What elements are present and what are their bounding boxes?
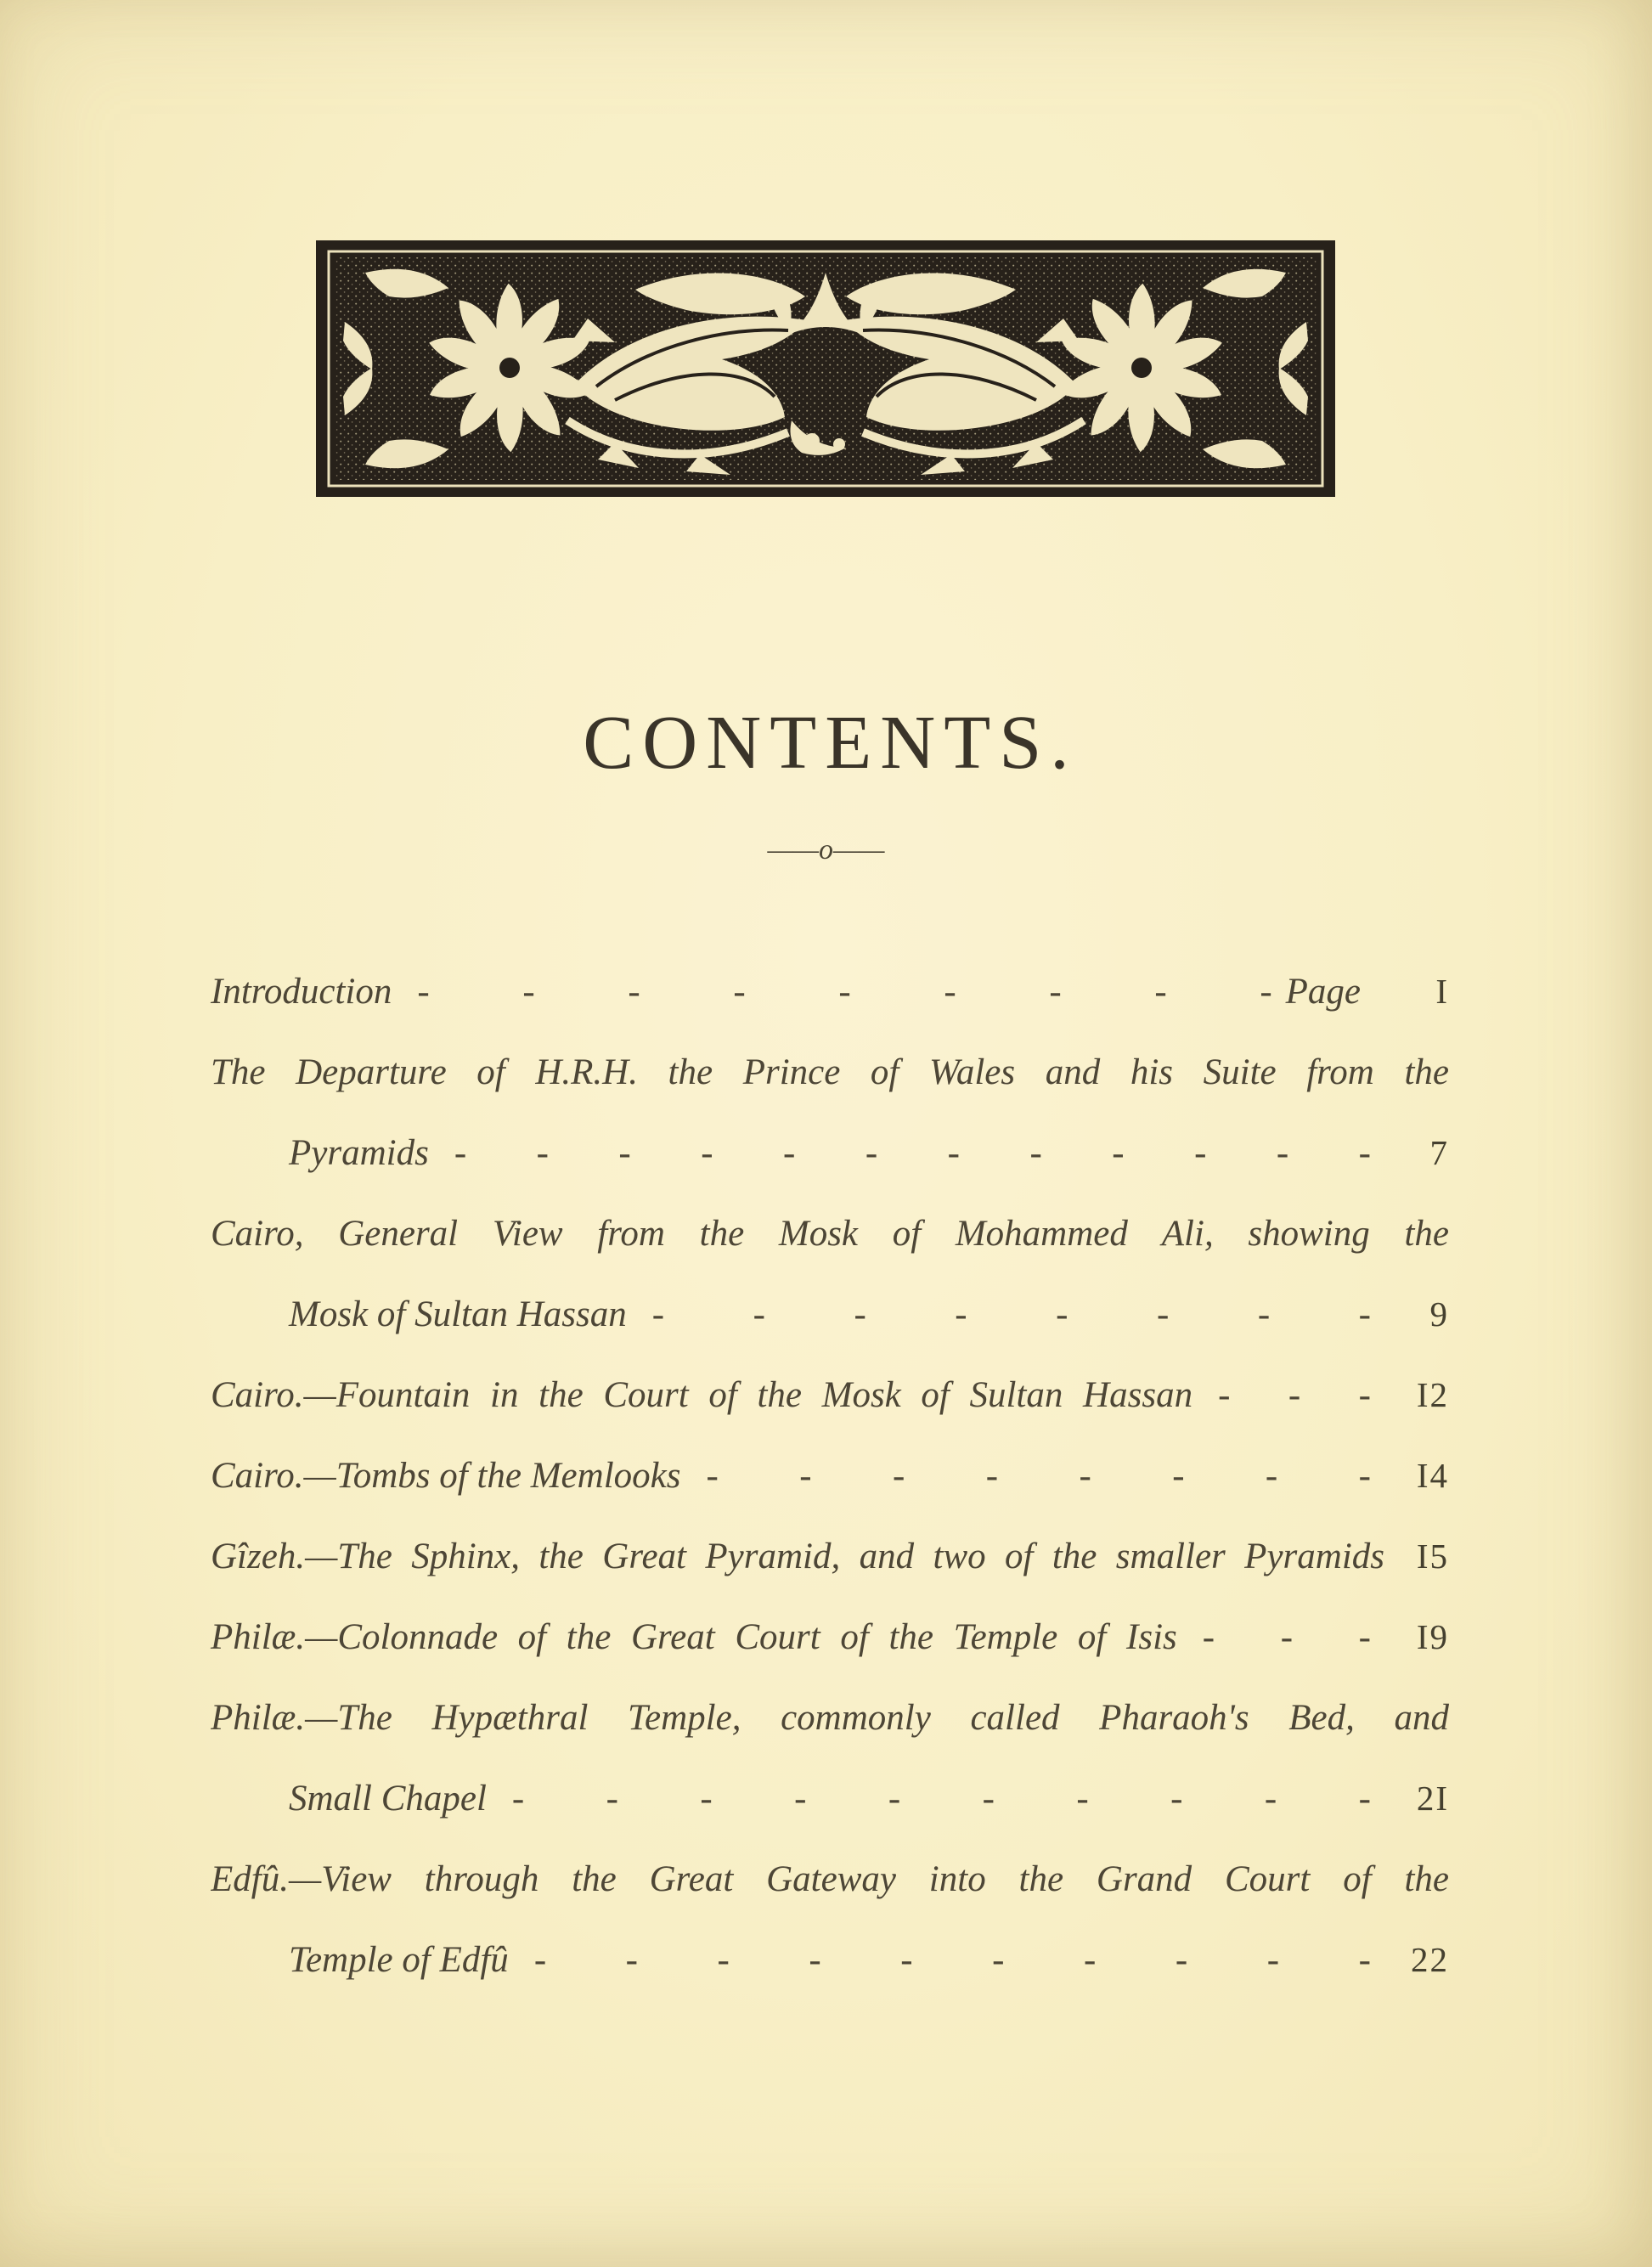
- dash-leader: - - - - - - - - - -: [533, 1940, 1371, 1980]
- toc-entry: [211, 1113, 1449, 1193]
- dash-leader: - - - - - - - - - -: [511, 1779, 1371, 1819]
- entry-title: Temple of Edfû: [289, 1940, 509, 1980]
- entry-title: Edfû.—View through the Great Gateway into the Grand Court of the: [211, 1859, 1449, 1899]
- page-number: 9: [1429, 1294, 1449, 1334]
- page-column-label: Page: [1285, 972, 1361, 1012]
- toc-entry: [211, 1516, 1449, 1597]
- toc-entry: [211, 951, 1449, 1032]
- dash-leader: - - - - - - - - - - - -: [454, 1133, 1371, 1173]
- page-number: I2: [1416, 1375, 1449, 1414]
- entry-title: Mosk of Sultan Hassan: [289, 1294, 627, 1334]
- dash-leader: - - - - - - - - -: [417, 972, 1272, 1012]
- toc-entry: [211, 1758, 1449, 1839]
- toc-entry: [211, 1597, 1449, 1678]
- table-of-contents: [211, 951, 1449, 2000]
- page-number: I4: [1416, 1456, 1449, 1495]
- page-number: 22: [1411, 1940, 1449, 1979]
- dash-leader: - - - - - - - -: [706, 1456, 1371, 1496]
- entry-title: The Departure of H.R.H. the Prince of Wales and his Suite from the: [211, 1052, 1449, 1092]
- page-number: I5: [1416, 1537, 1449, 1576]
- entry-title: Cairo, General View from the Mosk of Mohammed Ali, showing the: [211, 1214, 1449, 1254]
- page-number: 2I: [1416, 1779, 1449, 1818]
- entry-title: Small Chapel: [289, 1779, 487, 1819]
- toc-entry: [211, 1839, 1449, 1920]
- section-divider: ——o——: [767, 834, 885, 866]
- floral-headpiece-ornament: [316, 240, 1335, 497]
- toc-entry: [211, 1920, 1449, 2000]
- page-title: CONTENTS.: [583, 701, 1078, 785]
- page-number: I9: [1416, 1617, 1449, 1656]
- entry-title: Introduction: [211, 972, 392, 1012]
- toc-entry: [211, 1435, 1449, 1516]
- entry-title: Gîzeh.—The Sphinx, the Great Pyramid, and two of the smaller Pyramids: [211, 1537, 1384, 1576]
- page-number: I: [1435, 972, 1449, 1011]
- dash-leader: - - -: [1202, 1617, 1371, 1657]
- entry-title: Cairo.—Tombs of the Memlooks: [211, 1456, 681, 1496]
- entry-title: Philæ.—Colonnade of the Great Court of the Temple of Isis: [211, 1617, 1177, 1657]
- dash-leader: - - - - - - - -: [651, 1294, 1371, 1334]
- page-number: 7: [1429, 1133, 1449, 1172]
- toc-entry: [211, 1355, 1449, 1435]
- toc-entry: [211, 1274, 1449, 1355]
- entry-title: Pyramids: [289, 1133, 429, 1173]
- toc-entry: [211, 1678, 1449, 1758]
- toc-entry: [211, 1193, 1449, 1274]
- entry-title: Philæ.—The Hypæthral Temple, commonly called Pharaoh's Bed, and: [211, 1698, 1449, 1738]
- toc-entry: [211, 1032, 1449, 1113]
- dash-leader: - - -: [1218, 1375, 1371, 1415]
- entry-title: Cairo.—Fountain in the Court of the Mosk of Sultan Hassan: [211, 1375, 1193, 1415]
